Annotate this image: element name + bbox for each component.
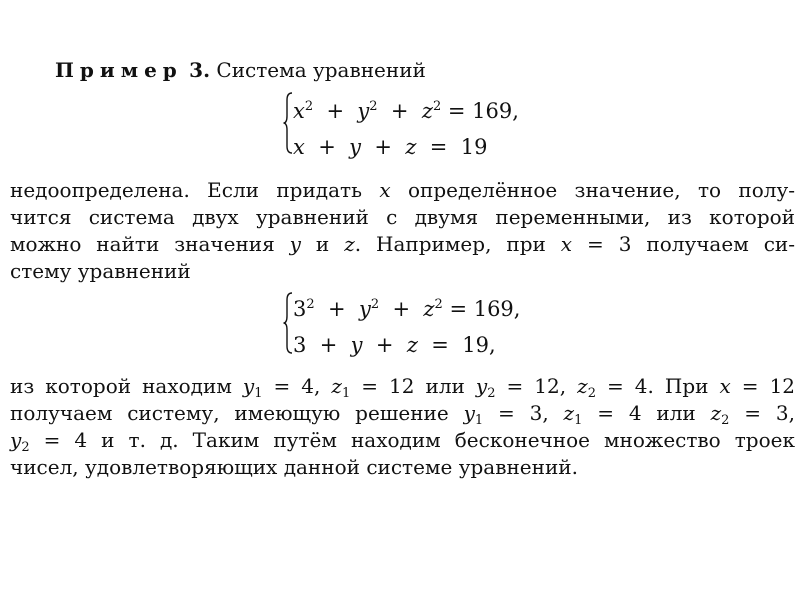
example-number: 3.: [189, 58, 211, 82]
equation-1: $x^2 + y^2 + z^2 = 169$,: [293, 99, 519, 123]
text-line: чится система двух уравнений с двумя переменными, из которой: [10, 205, 795, 229]
equation-system-2: [283, 290, 643, 362]
text-line: недоопределена. Если придать x определённое значение, то полу-: [10, 178, 795, 202]
equation-system-1: [283, 90, 643, 162]
equation-2: 3 + y + z = 19,: [293, 333, 496, 357]
text-line: $y_2 = 4$ и т. д. Таким путём находим бесконечное множество троек: [10, 428, 795, 455]
example-heading: [55, 58, 426, 82]
example-title: Система уравнений: [210, 58, 426, 82]
brace-icon: [283, 92, 293, 154]
brace-icon: [283, 292, 293, 354]
text-line: получаем систему, имеющую решение $y_1 = 3$, $z_1 = 4$ или $z_2 = 3$,: [10, 401, 795, 428]
text-line: из которой находим $y_1 = 4$, $z_1 = 12$ или $y_2 = 12$, $z_2 = 4$. При x = 12: [10, 374, 796, 401]
text-line: можно найти значения y и z. Например, при x = 3 получаем си-: [10, 232, 795, 256]
text-line: чисел, удовлетворяющих данной системе уравнений.: [10, 455, 578, 479]
example-label: Пример: [55, 58, 183, 82]
equation-1: $3^2 + y^2 + z^2 = 169$,: [293, 297, 521, 321]
text-line: стему уравнений: [10, 259, 191, 283]
equation-2: x + y + z = 19: [293, 135, 488, 159]
